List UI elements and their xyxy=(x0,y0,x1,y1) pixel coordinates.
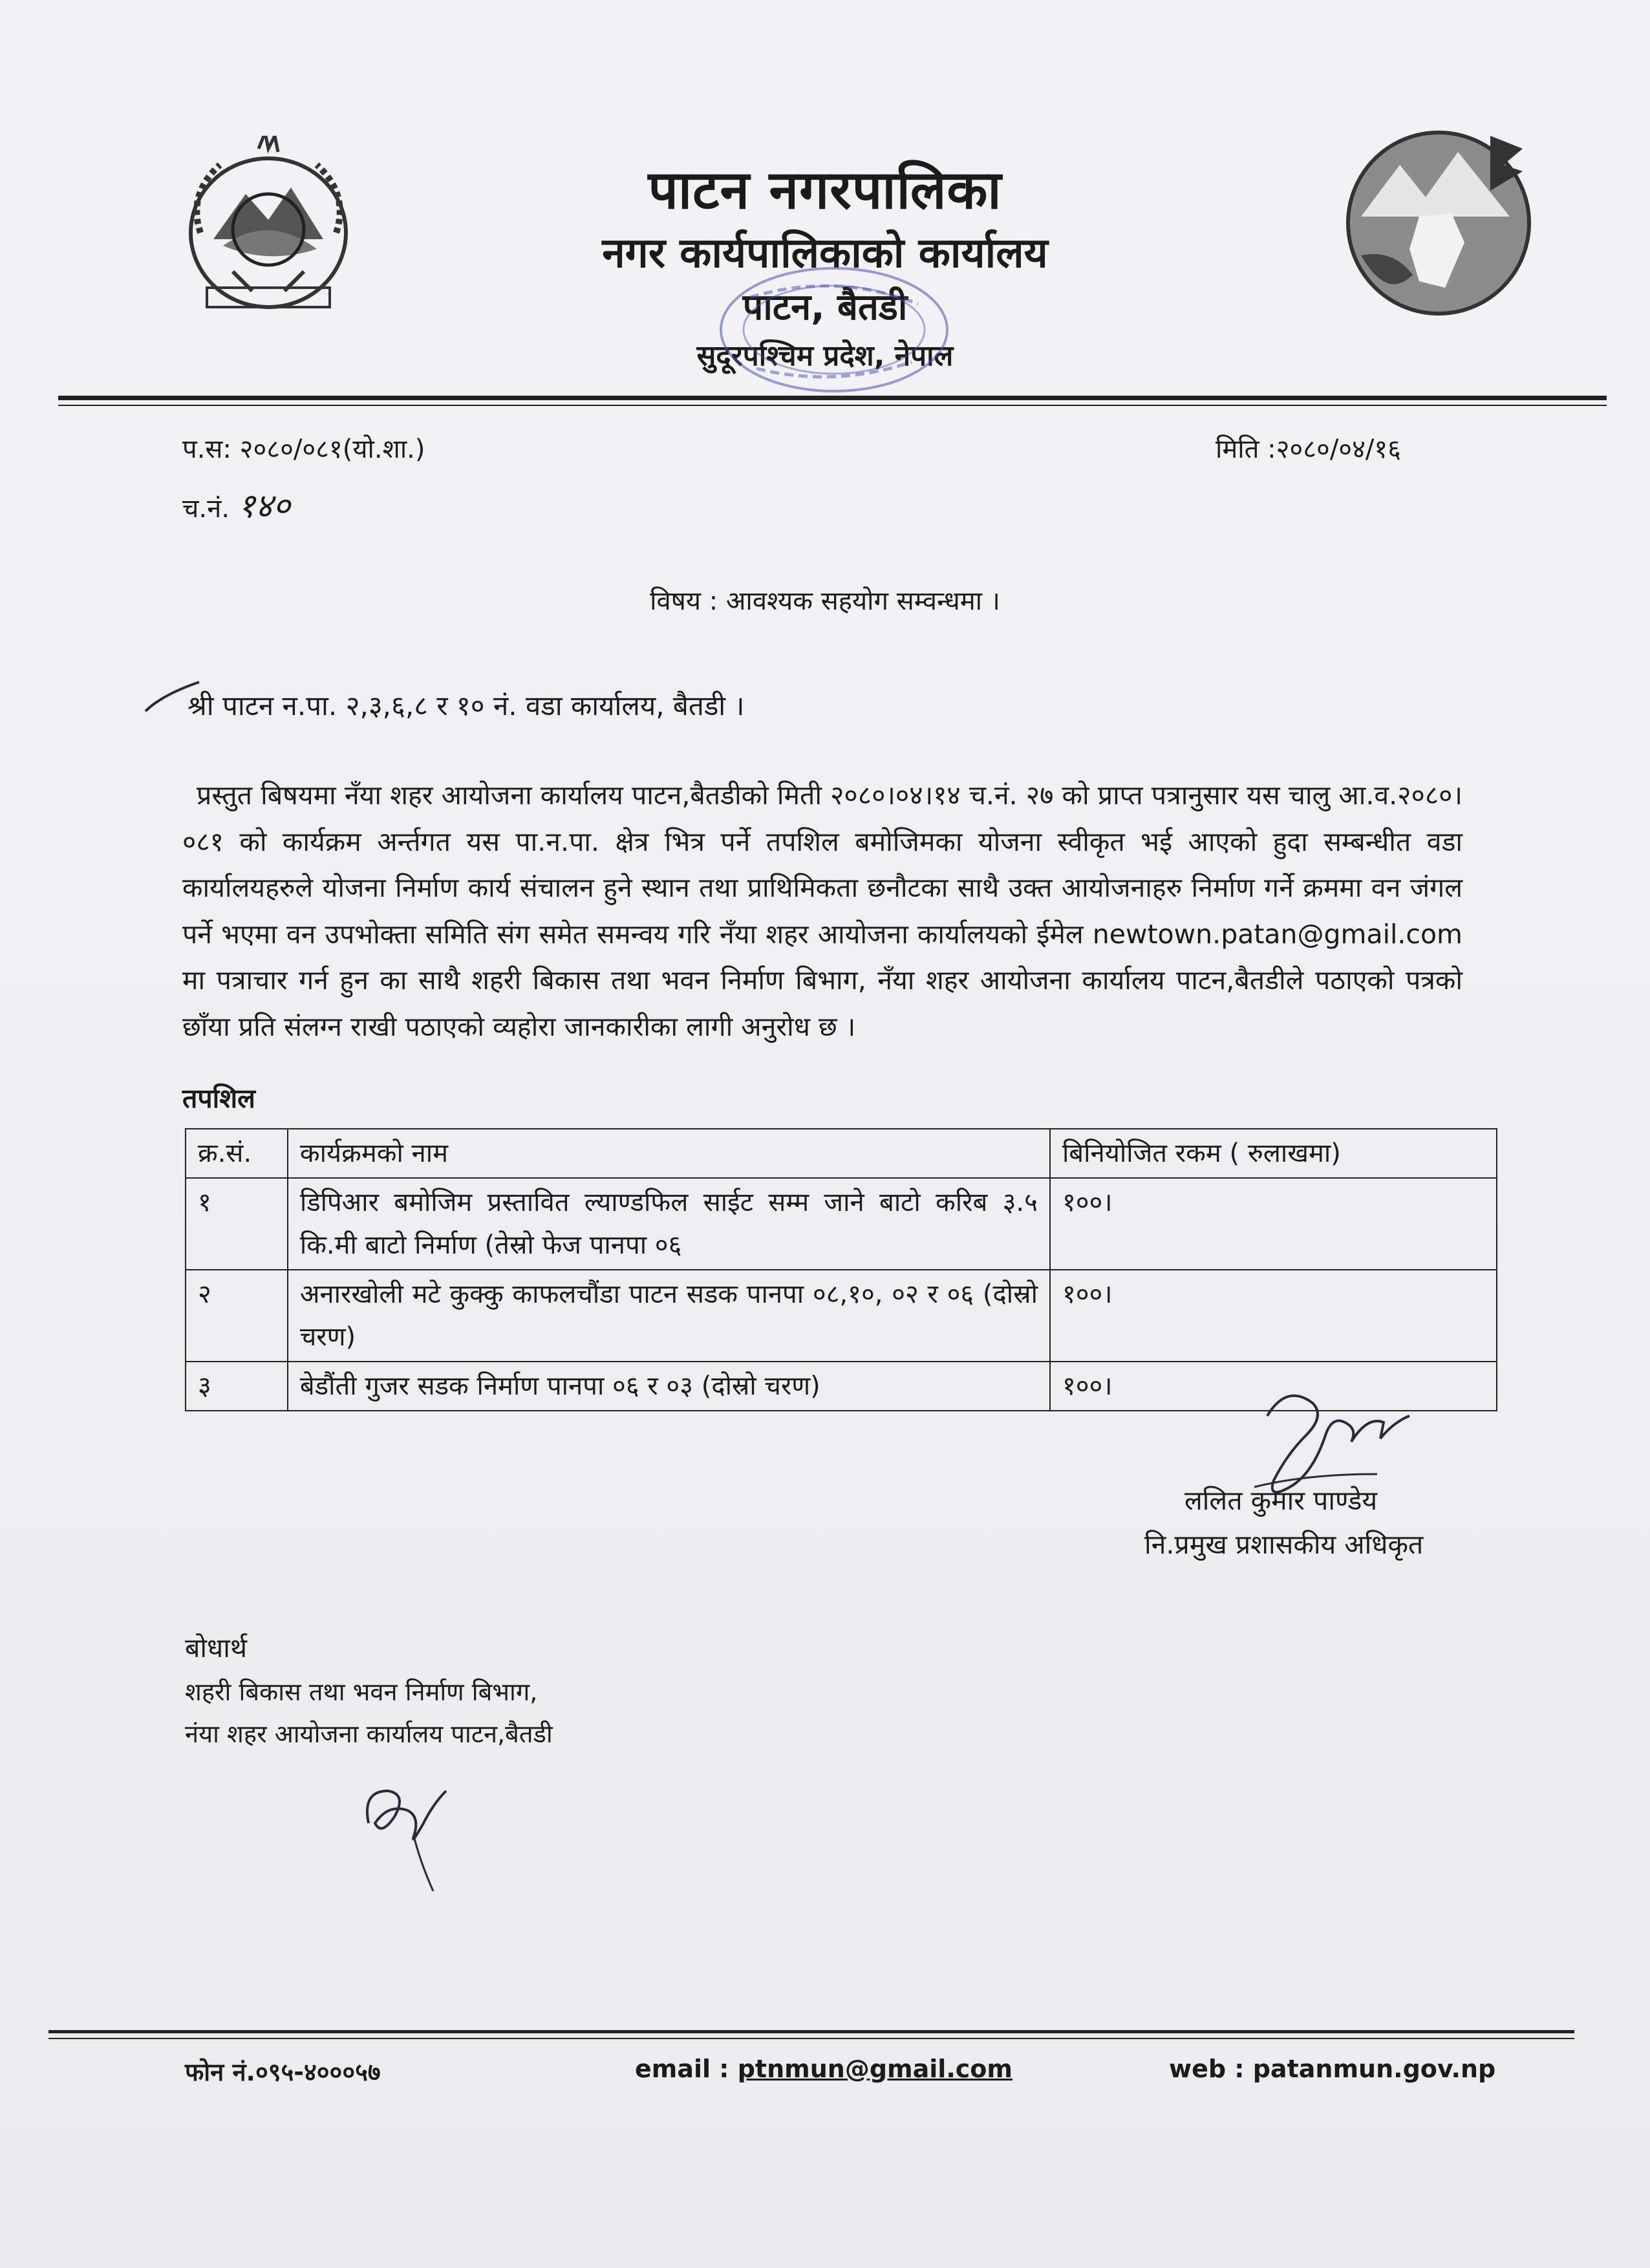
cc-recipient-line: शहरी बिकास तथा भवन निर्माण बिभाग, xyxy=(185,1678,538,1706)
header-rule xyxy=(58,396,1607,400)
footer-email xyxy=(635,2055,1012,2083)
table-cell-program: बेडौंती गुजर सडक निर्माण पानपा ०६ र ०३ (दोस्रो चरण) xyxy=(288,1362,1050,1411)
program-table xyxy=(185,1128,1497,1411)
footer-email-link[interactable]: ptnmun@gmail.com xyxy=(737,2055,1012,2083)
table-cell-amount: १००। xyxy=(1050,1178,1497,1270)
footer-website: web : patanmun.gov.np xyxy=(1169,2055,1496,2083)
office-name: नगर कार्यपालिकाको कार्यालय xyxy=(602,230,1048,277)
footer-phone: फोन नं.०९५-४०००५७ xyxy=(185,2058,381,2086)
table-cell-program: अनारखोली मटे कुक्कु काफलचौंडा पाटन सडक पानपा ०८,१०, ०२ र ०६ (दोस्रो चरण) xyxy=(288,1270,1050,1362)
table-row xyxy=(186,1178,1497,1270)
table-cell-amount: १००। xyxy=(1050,1270,1497,1362)
dispatch-number-value: १४० xyxy=(237,487,290,526)
header-rule-thin xyxy=(58,405,1607,406)
table-cell-amount: १००। xyxy=(1050,1362,1497,1411)
cc-label: बोधार्थ xyxy=(185,1632,248,1664)
table-header-cell: बिनियोजित रकम ( रुलाखमा) xyxy=(1050,1129,1497,1178)
signer-name: ललित कुमार पाण्डेय xyxy=(1184,1485,1378,1516)
footer-rule-thin xyxy=(48,2038,1574,2039)
letter-recipient: श्री पाटन न.पा. २,३,६,८ र १० नं. वडा कार्यालय, बैतडी । xyxy=(188,690,745,722)
footer-email-label: email : xyxy=(635,2055,738,2083)
dispatch-number-label: च.नं. xyxy=(182,494,230,524)
letter-subject: विषय : आवश्यक सहयोग सम्वन्धमा । xyxy=(650,586,1000,616)
table-header-cell: क्र.सं. xyxy=(186,1129,288,1178)
table-cell-serial: २ xyxy=(186,1270,288,1362)
office-seal-stamp xyxy=(711,259,957,401)
letter-body: प्रस्तुत बिषयमा नँया शहर आयोजना कार्यालय पाटन,बैतडीको मिती २०८०।०४।१४ च.नं. २७ को प्राप्त पत्रानुसार यस चालु आ.व.२०८०।०८१ को कार्यक्रम अर्न्तगत यस पा.न.पा. क्षेत्र भित्र पर्ने तपशिल बमोजिमका योजना स्वीकृत भई आएको हुदा सम्बन्धीत वडा कार्यालयहरुले योजना निर्माण कार्य संचालन हुने स्थान तथा प्राथिमिकता छनौटका साथै उक्त आयोजनाहरु निर्माण गर्ने क्रममा वन जंगल पर्ने भएमा वन उपभोक्ता समिति संग समेत समन्वय गरि नँया शहर आयोजना कार्यालयको ईमेल newtown.patan@gmail.com मा पत्राचार गर्न हुन का साथै शहरी बिकास तथा भवन निर्माण बिभाग, नँया शहर आयोजना कार्यालय पाटन,बैतडीले पठाएको पत्रको छाँया प्रति संलग्न राखी पठाएको व्यहोरा जानकारीका लागी अनुरोध छ । xyxy=(182,780,1462,1042)
dispatch-number xyxy=(182,482,290,528)
table-cell-serial: ३ xyxy=(186,1362,288,1411)
cc-recipient-line: नंया शहर आयोजना कार्यालय पाटन,बैतडी xyxy=(185,1720,553,1748)
details-heading: तपशिल xyxy=(182,1083,255,1114)
letter-date: मिति :२०८०/०४/१६ xyxy=(1216,434,1401,464)
table-cell-serial: १ xyxy=(186,1178,288,1270)
province-country: सुदूरपश्चिम प्रदेश, नेपाल xyxy=(696,339,954,372)
table-header-cell: कार्यक्रमको नाम xyxy=(288,1129,1050,1178)
signer-title: नि.प्रमुख प्रशासकीय अधिकृत xyxy=(1144,1529,1424,1560)
footer-rule xyxy=(48,2030,1574,2033)
table-header-row xyxy=(186,1129,1497,1178)
office-location: पाटन, बैतडी xyxy=(742,286,908,328)
reference-number: प.स: २०८०/०८१(यो.शा.) xyxy=(182,434,425,464)
table-cell-program: डिपिआर बमोजिम प्रस्तावित ल्याण्डफिल साईट सम्म जाने बाटो करिब ३.५ कि.मी बाटो निर्माण (तेस्रो फेज पानपा ०६ xyxy=(288,1178,1050,1270)
table-row xyxy=(186,1270,1497,1362)
initials-signature-image xyxy=(349,1765,459,1894)
municipality-name: पाटन नगरपालिका xyxy=(648,160,1002,221)
